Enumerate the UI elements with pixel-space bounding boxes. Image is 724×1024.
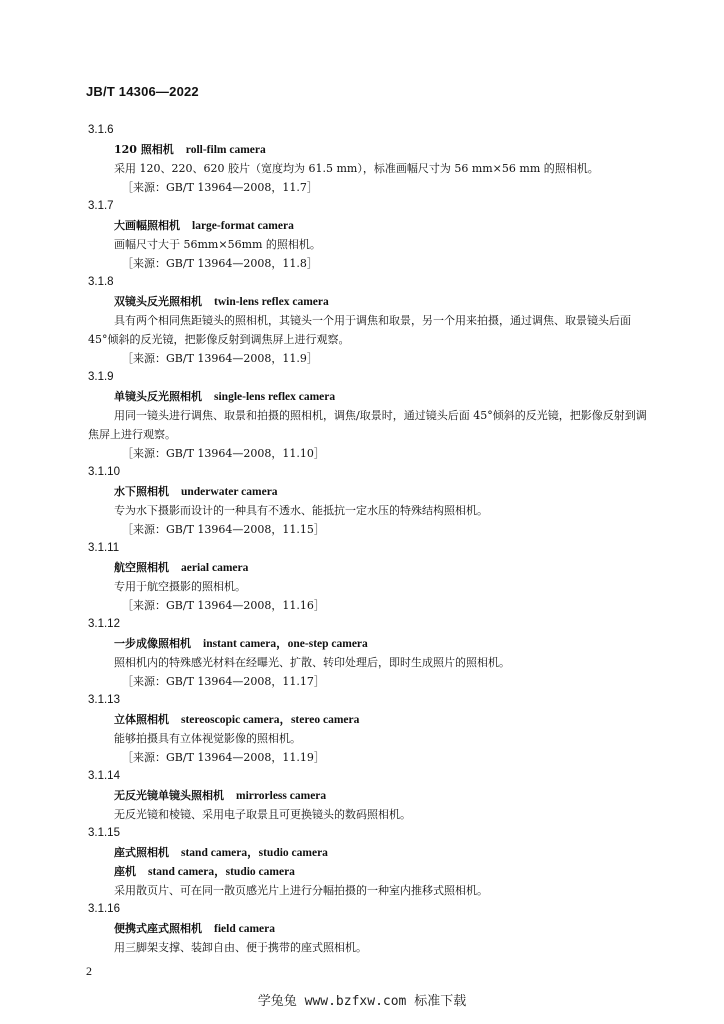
term-source: ［来源：GB/T 13964—2008，11.15］: [122, 523, 325, 536]
term-definition: 专用于航空摄影的照相机。: [114, 580, 246, 593]
term-entry: [88, 463, 648, 539]
term-chinese: 无反光镜单镜头照相机: [114, 789, 224, 802]
term-heading: [114, 862, 648, 881]
term-chinese: 航空照相机: [114, 561, 169, 574]
term-entry: [88, 824, 648, 900]
term-source: ［来源：GB/T 13964—2008，11.10］: [122, 447, 325, 460]
term-definition: 用同一镜头进行调焦、取景和拍摄的照相机，调焦/取景时，通过镜头后面 45°倾斜的反光镜，把影像反射到调焦屏上进行观察。: [88, 409, 647, 441]
term-heading: [114, 558, 648, 577]
term-english: field camera: [214, 923, 275, 935]
clause-number: 3.1.9: [88, 371, 114, 383]
term-chinese: 立体照相机: [114, 713, 169, 726]
term-source: ［来源：GB/T 13964—2008，11.8］: [122, 257, 318, 270]
term-entry: [88, 368, 648, 463]
term-english: stand camera，studio camera: [181, 847, 328, 859]
term-heading: [114, 387, 648, 406]
term-entry: [88, 691, 648, 767]
term-english: stereoscopic camera，stereo camera: [181, 714, 360, 726]
term-english: roll-film camera: [185, 144, 266, 156]
term-source: ［来源：GB/T 13964—2008，11.16］: [122, 599, 325, 612]
term-english: aerial camera: [181, 562, 249, 574]
term-heading: [114, 786, 648, 805]
clause-number: 3.1.13: [88, 694, 120, 706]
term-chinese: 一步成像照相机: [114, 637, 191, 650]
term-english: instant camera，one-step camera: [203, 638, 368, 650]
term-english: underwater camera: [181, 486, 278, 498]
term-definition: 照相机内的特殊感光材料在经曝光、扩散、转印处理后，即时生成照片的照相机。: [114, 656, 510, 669]
term-definition: 具有两个相同焦距镜头的照相机，其镜头一个用于调焦和取景，另一个用来拍摄，通过调焦、取景镜头后面 45°倾斜的反光镜，把影像反射到调焦屏上进行观察。: [88, 314, 631, 346]
term-definition: 用三脚架支撑、装卸自由、便于携带的座式照相机。: [114, 941, 367, 954]
term-entry: [88, 539, 648, 615]
term-heading: [114, 710, 648, 729]
term-english: large-format camera: [192, 220, 294, 232]
term-chinese: 单镜头反光照相机: [114, 390, 202, 403]
term-english: mirrorless camera: [236, 790, 327, 802]
term-heading: [114, 919, 648, 938]
term-definition: 专为水下摄影而设计的一种具有不透水、能抵抗一定水压的特殊结构照相机。: [114, 504, 488, 517]
clause-number: 3.1.8: [88, 276, 114, 288]
term-english: stand camera，studio camera: [148, 866, 295, 878]
term-entry: [88, 615, 648, 691]
term-source: ［来源：GB/T 13964—2008，11.9］: [122, 352, 318, 365]
term-entry: [88, 273, 648, 368]
clause-number: 3.1.7: [88, 200, 114, 212]
term-chinese: 座式照相机: [114, 846, 169, 859]
clause-number: 3.1.6: [88, 124, 114, 136]
term-definition: 采用 120、220、620 胶片（宽度均为 61.5 mm），标准画幅尺寸为 56 mm×56 mm 的照相机。: [114, 162, 599, 175]
term-heading: [114, 482, 648, 501]
term-definition: 能够拍摄具有立体视觉影像的照相机。: [114, 732, 301, 745]
clause-number: 3.1.12: [88, 618, 120, 630]
clause-number: 3.1.10: [88, 466, 120, 478]
term-chinese: 水下照相机: [114, 485, 169, 498]
clause-number: 3.1.15: [88, 827, 120, 839]
term-heading: [114, 216, 648, 235]
term-heading: [114, 843, 648, 862]
term-definition: 画幅尺寸大于 56mm×56mm 的照相机。: [114, 238, 321, 251]
term-entry: [88, 197, 648, 273]
standard-number: JB/T 14306—2022: [86, 84, 199, 99]
clause-number: 3.1.16: [88, 903, 120, 915]
term-chinese: 大画幅照相机: [114, 219, 180, 232]
term-heading: [114, 634, 648, 653]
term-english: twin-lens reflex camera: [214, 296, 329, 308]
term-chinese: 便携式座式照相机: [114, 922, 202, 935]
term-entry: [88, 767, 648, 824]
term-entry: [88, 900, 648, 957]
term-chinese: 座机: [114, 865, 136, 878]
term-definition: 无反光镜和棱镜、采用电子取景且可更换镜头的数码照相机。: [114, 808, 411, 821]
page-number: 2: [86, 964, 92, 978]
term-entry: [88, 121, 648, 197]
term-heading: [114, 292, 648, 311]
term-english: single-lens reflex camera: [214, 391, 336, 403]
term-source: ［来源：GB/T 13964—2008，11.7］: [122, 181, 318, 194]
clause-number: 3.1.11: [88, 542, 120, 554]
term-source: ［来源：GB/T 13964—2008，11.17］: [122, 675, 325, 688]
terms-list: [88, 121, 648, 957]
term-chinese: 双镜头反光照相机: [114, 295, 202, 308]
term-definition: 采用散页片、可在同一散页感光片上进行分幅拍摄的一种室内推移式照相机。: [114, 884, 488, 897]
footer-watermark[interactable]: 学兔兔 www.bzfxw.com 标准下载: [257, 994, 467, 1009]
clause-number: 3.1.14: [88, 770, 120, 782]
term-chinese: 120 照相机: [114, 143, 174, 156]
term-heading: [114, 140, 648, 159]
term-source: ［来源：GB/T 13964—2008，11.19］: [122, 751, 325, 764]
